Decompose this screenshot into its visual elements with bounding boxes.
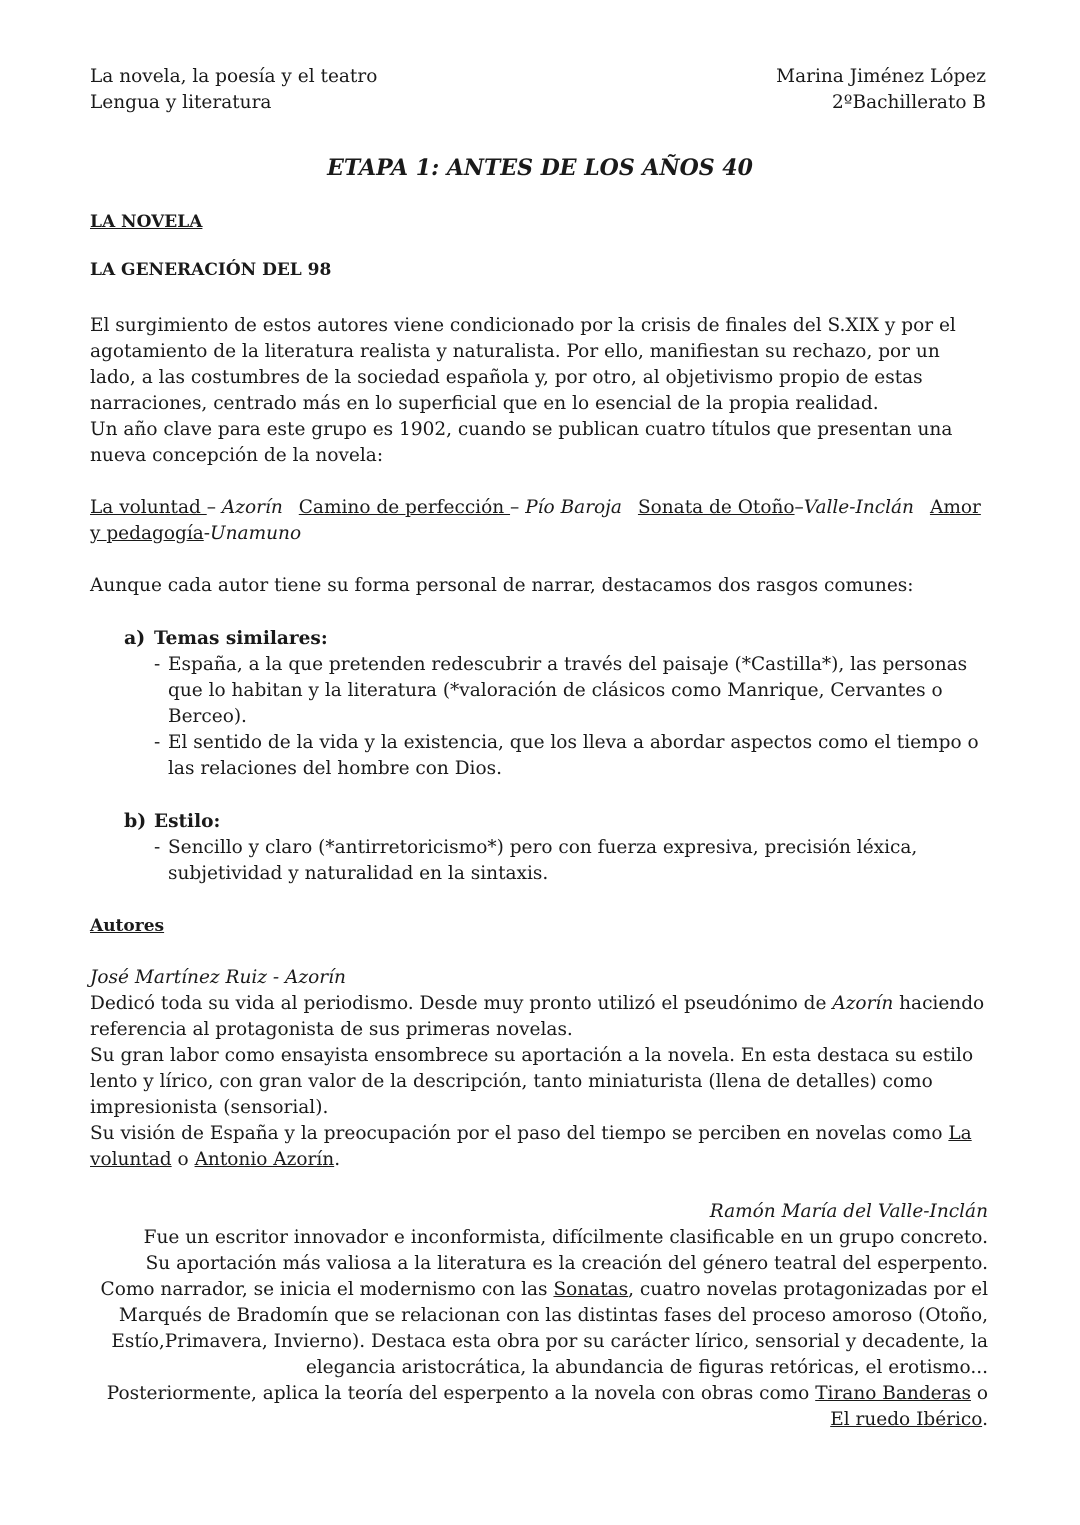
work-author: Azorín bbox=[221, 497, 283, 518]
header-left bbox=[90, 64, 377, 116]
work-title: Sonata de Otoño bbox=[637, 497, 795, 518]
work-author: Unamuno bbox=[210, 523, 302, 544]
list-item: - El sentido de la vida y la existencia, que los lleva a abordar aspectos como el tiempo o las relaciones del hombre con Dios. bbox=[154, 732, 979, 779]
header-course: Lengua y literatura bbox=[90, 92, 272, 113]
section-heading: LA NOVELA bbox=[90, 212, 203, 232]
author-name-valle: Ramón María del Valle-Inclán bbox=[709, 1201, 988, 1222]
intro-paragraph-2: Un año clave para este grupo es 1902, cuando se publican cuatro títulos que presentan una nueva concepción de la novela: bbox=[90, 419, 953, 466]
work-title: Amor y pedagogía bbox=[90, 497, 981, 544]
header-class: 2ºBachillerato B bbox=[832, 92, 986, 113]
common-traits-intro: Aunque cada autor tiene su forma personal de narrar, destacamos dos rasgos comunes: bbox=[90, 575, 914, 596]
list-item: - España, a la que pretenden redescubrir a través del paisaje (*Castilla*), las personas que lo habitan y la literatura (*valoración de clásicos como Manrique, Cervantes o Berceo). bbox=[154, 654, 968, 727]
header-subject-title: La novela, la poesía y el teatro bbox=[90, 66, 378, 87]
header-right bbox=[776, 64, 986, 116]
work-title: La voluntad bbox=[90, 497, 207, 518]
valle-paragraph-2: Su aportación más valiosa a la literatura es la creación del género teatral del esperpento. bbox=[145, 1253, 988, 1274]
header-author: Marina Jiménez López bbox=[776, 66, 986, 87]
valle-paragraph-4: Posteriormente, aplica la teoría del esperpento a la novela con obras como Tirano Banderas o El ruedo Ibérico. bbox=[106, 1383, 988, 1430]
intro-paragraph: El surgimiento de estos autores viene condicionado por la crisis de finales del S.XIX y por el agotamiento de la literatura realista y naturalista. Por ello, manifiestan su rechazo, por un lado, a las costumbres de la sociedad española y, por otro, al objetivismo propio de estas narraciones, centrado más en lo superficial que en lo esencial de la propia realidad. bbox=[90, 315, 956, 414]
document-body bbox=[90, 209, 988, 1433]
list-item: - Sencillo y claro (*antirretoricismo*) pero con fuerza expresiva, precisión léxica, subjetividad y naturalidad en la sintaxis. bbox=[154, 837, 918, 884]
azorin-paragraph-1: Dedicó toda su vida al periodismo. Desde muy pronto utilizó el pseudónimo de Azorín haciendo referencia al protagonista de sus primeras novelas. bbox=[90, 993, 985, 1040]
work-title: Camino de perfección bbox=[298, 497, 511, 518]
work-author: Valle-Inclán bbox=[803, 497, 914, 518]
authors-heading: Autores bbox=[90, 916, 165, 936]
valle-section bbox=[90, 1199, 988, 1433]
trait-a-label: a) Temas similares: bbox=[124, 627, 328, 649]
trait-b-label: b) Estilo: bbox=[124, 810, 221, 832]
subsection-heading: LA GENERACIÓN DEL 98 bbox=[90, 260, 332, 280]
works-1902-list: La voluntad – Azorín Camino de perfección – Pío Baroja Sonata de Otoño–Valle-Inclán Amor y pedagogía-Unamuno bbox=[90, 497, 981, 544]
page-title: ETAPA 1: ANTES DE LOS AÑOS 40 bbox=[327, 155, 753, 181]
author-name-azorin: José Martínez Ruiz - Azorín bbox=[90, 967, 346, 988]
azorin-paragraph-3: Su visión de España y la preocupación por el paso del tiempo se perciben en novelas como La voluntad o Antonio Azorín. bbox=[90, 1123, 972, 1170]
valle-paragraph-1: Fue un escritor innovador e inconformista, difícilmente clasificable en un grupo concreto. bbox=[143, 1227, 988, 1248]
azorin-paragraph-2: Su gran labor como ensayista ensombrece su aportación a la novela. En esta destaca su estilo lento y lírico, con gran valor de la descripción, tanto miniaturista (llena de detalles) como impresionista (sensorial). bbox=[90, 1045, 974, 1118]
work-author: Pío Baroja bbox=[525, 497, 622, 518]
valle-paragraph-3: Como narrador, se inicia el modernismo con las Sonatas, cuatro novelas protagonizadas por el Marqués de Bradomín que se relacionan con las distintas fases del proceso amoroso (Otoño, Estío,Primavera, Invierno). Destaca esta obra por su carácter lírico, sensorial y decadente, la elegancia aristocrática, la abundancia de figuras retóricas, el erotismo... bbox=[100, 1279, 988, 1378]
